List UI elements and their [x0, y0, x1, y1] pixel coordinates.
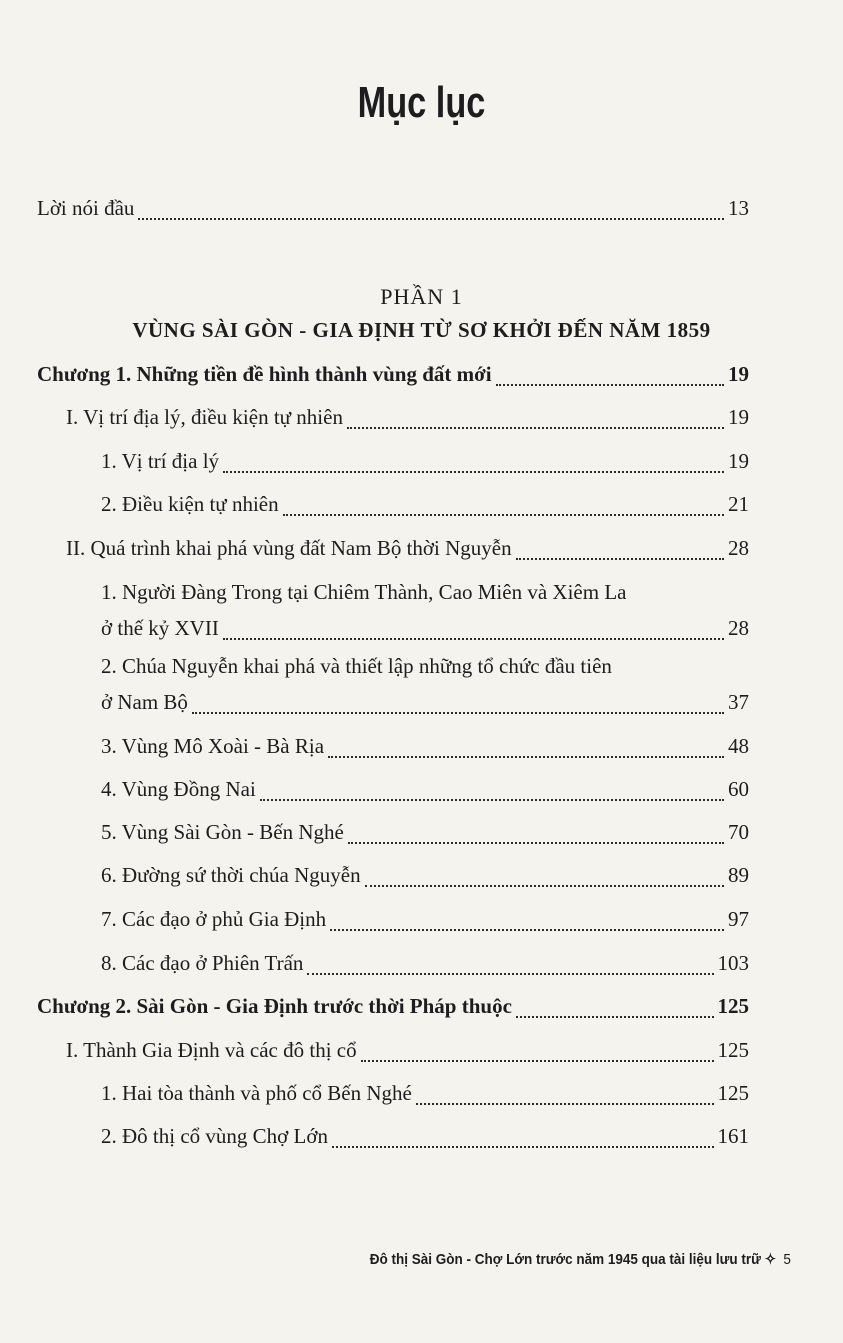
toc-entry-page: 103 [717, 951, 749, 975]
toc-entry-page: 89 [728, 863, 749, 887]
leader-dots [516, 558, 724, 560]
toc-entry-section[interactable] [66, 1038, 749, 1068]
part-label: PHẦN 1 [380, 284, 463, 309]
toc-entry-subsection[interactable] [101, 777, 749, 807]
toc-entry-line1: 1. Người Đàng Trong tại Chiêm Thành, Cao Miên và Xiêm La [101, 580, 627, 604]
leader-dots [348, 842, 724, 844]
toc-entry-label: 4. Vùng Đồng Nai [101, 777, 256, 801]
toc-entry-label: Chương 2. Sài Gòn - Gia Định trước thời Pháp thuộc [37, 994, 512, 1018]
toc-entry-page: 13 [728, 196, 749, 220]
leader-dots [365, 885, 724, 887]
toc-entry-page: 60 [728, 777, 749, 801]
leader-dots [138, 218, 724, 220]
toc-entry-section[interactable] [66, 405, 749, 435]
page-title: Mục lục [357, 78, 486, 127]
leader-dots [332, 1146, 714, 1148]
toc-entry-chapter[interactable] [37, 994, 749, 1024]
toc-entry-subsection[interactable] [101, 616, 749, 646]
toc-entry-label: Lời nói đầu [37, 196, 135, 220]
footer-text: Đô thị Sài Gòn - Chợ Lớn trước năm 1945 qua tài liệu lưu trữ [369, 1251, 762, 1268]
toc-entry-preface[interactable] [37, 196, 749, 226]
toc-entry-page: 48 [728, 734, 749, 758]
toc-entry-page: 19 [728, 449, 749, 473]
toc-entry-page: 125 [717, 1038, 749, 1062]
leader-dots [361, 1060, 714, 1062]
toc-entry-page: 125 [717, 994, 749, 1018]
toc-entry-subsection[interactable] [101, 449, 749, 479]
leader-dots [330, 929, 724, 931]
toc-entry-label: 2. Điều kiện tự nhiên [101, 492, 279, 516]
toc-entry-page: 28 [728, 616, 749, 640]
running-footer [370, 1250, 791, 1268]
toc-entry-label: II. Quá trình khai phá vùng đất Nam Bộ thời Nguyễn [66, 536, 512, 560]
toc-entry-subsection[interactable] [101, 907, 749, 937]
toc-entry-label: 8. Các đạo ở Phiên Trấn [101, 951, 304, 975]
toc-entry-page: 161 [717, 1124, 749, 1148]
toc-entry-section[interactable] [66, 536, 749, 566]
leader-dots [260, 799, 724, 801]
leader-dots [516, 1016, 714, 1018]
toc-entry-page: 21 [728, 492, 749, 516]
toc-entry-label: 3. Vùng Mô Xoài - Bà Rịa [101, 734, 325, 758]
ornament-icon: ✧ [764, 1251, 777, 1268]
leader-dots [328, 756, 724, 758]
toc-entry-subsection[interactable] [101, 734, 749, 764]
leader-dots [283, 514, 724, 516]
leader-dots [192, 712, 724, 714]
toc-entry-subsection[interactable] [101, 820, 749, 850]
toc-entry-label: Chương 1. Những tiền đề hình thành vùng đất mới [37, 362, 492, 386]
toc-entry-subsection[interactable] [101, 951, 749, 981]
part-title: VÙNG SÀI GÒN - GIA ĐỊNH TỪ SƠ KHỞI ĐẾN NĂM 1859 [132, 318, 711, 342]
leader-dots [307, 973, 713, 975]
leader-dots [223, 471, 724, 473]
toc-entry-label: 6. Đường sứ thời chúa Nguyễn [101, 863, 361, 887]
toc-entry-label: I. Thành Gia Định và các đô thị cổ [66, 1038, 357, 1062]
leader-dots [496, 384, 724, 386]
toc-entry-page: 97 [728, 907, 749, 931]
toc-entry-page: 28 [728, 536, 749, 560]
toc-entry-label: 1. Hai tòa thành và phố cổ Bến Nghé [101, 1081, 412, 1105]
toc-entry-page: 19 [728, 362, 749, 386]
toc-entry-label: 1. Vị trí địa lý [101, 449, 220, 473]
toc-entry-page: 37 [728, 690, 749, 714]
leader-dots [416, 1103, 714, 1105]
toc-entry-subsection[interactable] [101, 690, 749, 720]
toc-entry-label: 7. Các đạo ở phủ Gia Định [101, 907, 327, 931]
toc-entry-subsection[interactable] [101, 492, 749, 522]
page-number: 5 [783, 1251, 791, 1268]
leader-dots [347, 427, 724, 429]
toc-entry-label: 5. Vùng Sài Gòn - Bến Nghé [101, 820, 344, 844]
leader-dots [223, 638, 724, 640]
toc-entry-subsection[interactable] [101, 1081, 749, 1111]
toc-entry-subsection[interactable] [101, 1124, 749, 1154]
toc-entry-chapter[interactable] [37, 362, 749, 392]
toc-entry-label: ở Nam Bộ [101, 690, 188, 714]
toc-entry-label: ở thế kỷ XVII [101, 616, 219, 640]
toc-entry-label: 2. Đô thị cổ vùng Chợ Lớn [101, 1124, 328, 1148]
toc-entry-page: 19 [728, 405, 749, 429]
toc-entry-page: 70 [728, 820, 749, 844]
toc-entry-line1: 2. Chúa Nguyễn khai phá và thiết lập những tổ chức đầu tiên [101, 654, 612, 678]
toc-entry-label: I. Vị trí địa lý, điều kiện tự nhiên [66, 405, 343, 429]
toc-entry-subsection[interactable] [101, 863, 749, 893]
toc-entry-page: 125 [717, 1081, 749, 1105]
